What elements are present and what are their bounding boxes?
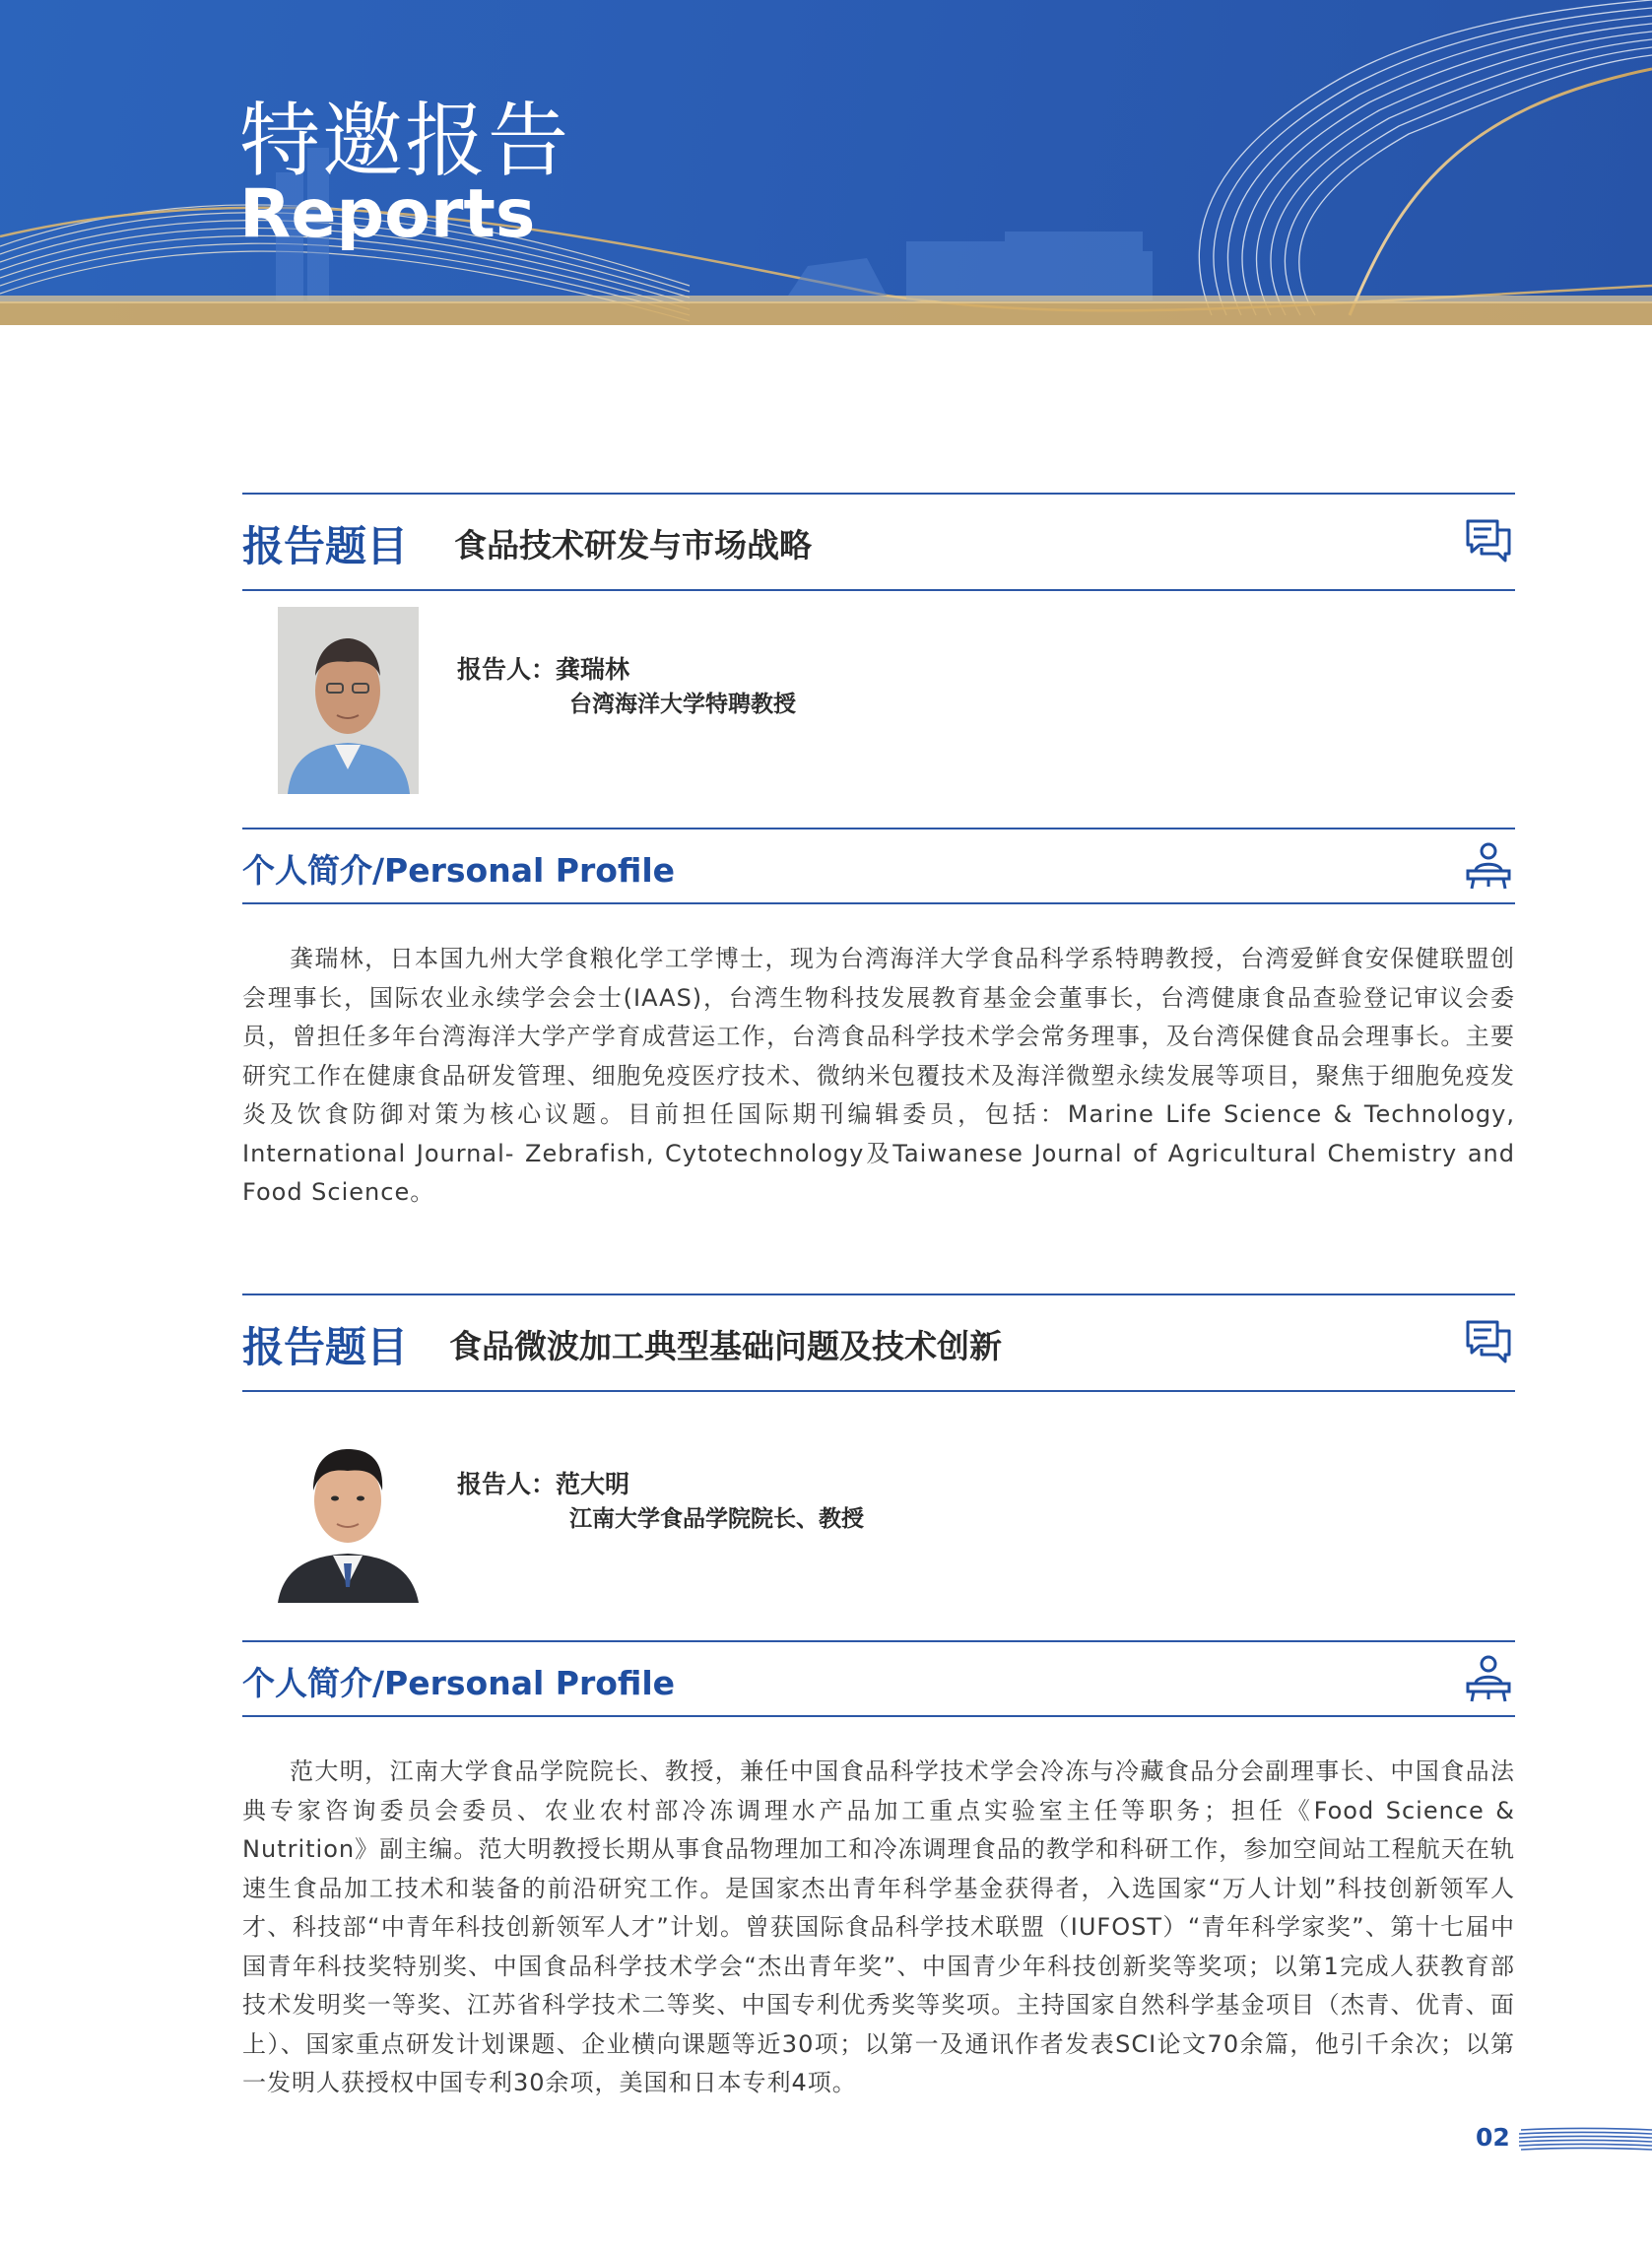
report-section-2 (242, 1293, 1515, 2103)
report-title-row (242, 1293, 1515, 1392)
profile-label: 个人简介/Personal Profile (242, 851, 676, 890)
report-title-label: 报告题目 (242, 522, 409, 570)
speaker-label: 报告人： (457, 655, 557, 684)
report-section-1 (242, 493, 1515, 1213)
speaker-role: 台湾海洋大学特聘教授 (569, 692, 796, 717)
speaker-photo (278, 607, 419, 794)
speaker-block (242, 591, 1515, 828)
profile-text: 范大明，江南大学食品学院院长、教授，兼任中国食品科学技术学会冷冻与冷藏食品分会副理事长、中国食品法典专家咨询委员会委员、农业农村部冷冻调理水产品加工重点实验室主任等职务；担任《Food Science & Nutrition》副主编。范大明教授长期从事食品物理加工和冷冻调理食品的教学和科研工作，参加空间站工程航天在轨速生食品加工技术和装备的前沿研究工作。是国家杰出青年科学基金获得者，入选国家“万人计划”科技创新领军人才、科技部“中青年科技创新领军人才”计划。曾获国际食品科学技术联盟（IUFOST）“青年科学家奖”、第十七届中国青年科技奖特别奖、中国食品科学技术学会“杰出青年奖”、中国青少年科技创新奖等奖项；以第1完成人获教育部技术发明奖一等奖、江苏省科学技术二等奖、中国专利优秀奖等奖项。主持国家自然科学基金项目（杰青、优青、面上）、国家重点研发计划课题、企业横向课题等近30项；以第一及通讯作者发表SCI论文70余篇，他引千余次；以第一发明人获授权中国专利30余项，美国和日本专利4项。 (242, 1758, 1515, 2096)
profile-header (242, 1640, 1515, 1717)
page-title-en: Reports (239, 175, 536, 253)
report-title-row (242, 493, 1515, 591)
chat-bubbles-icon (1464, 1317, 1513, 1366)
speaker-line (457, 650, 629, 686)
speaker-photo (278, 1427, 419, 1615)
presenter-icon (1464, 1654, 1513, 1703)
speaker-line (457, 1465, 629, 1500)
presenter-icon (1464, 841, 1513, 891)
speaker-name: 龚瑞林 (556, 655, 630, 684)
report-title-label: 报告题目 (242, 1323, 409, 1371)
speaker-block (242, 1392, 1515, 1640)
speaker-label: 报告人： (457, 1470, 557, 1498)
profile-label: 个人简介/Personal Profile (242, 1664, 676, 1702)
speaker-name: 范大明 (556, 1470, 630, 1498)
report-title: 食品微波加工典型基础问题及技术创新 (449, 1327, 1002, 1365)
page-number-decoration (1517, 2126, 1652, 2154)
page-number: 02 (1476, 2123, 1510, 2152)
report-title: 食品技术研发与市场战略 (454, 526, 812, 564)
header-banner (0, 0, 1652, 325)
speaker-role: 江南大学食品学院院长、教授 (569, 1506, 864, 1532)
profile-text: 龚瑞林，日本国九州大学食粮化学工学博士，现为台湾海洋大学食品科学系特聘教授，台湾爱鲜食安保健联盟创会理事长，国际农业永续学会会士(IAAS)，台湾生物科技发展教育基金会董事长，台湾健康食品查验登记审议会委员，曾担任多年台湾海洋大学产学育成营运工作，台湾食品科学技术学会常务理事，及台湾保健食品会理事长。主要研究工作在健康食品研发管理、细胞免疫医疗技术、微纳米包覆技术及海洋微塑永续发展等项目，聚焦于细胞免疫发炎及饮食防御对策为核心议题。目前担任国际期刊编辑委员，包括：Marine Life Science & Technology, International Journal- Zebrafish, Cytotechnology及Taiwanese Journal of Agricultural Chemistry and Food Science。 (242, 945, 1515, 1206)
profile-header (242, 828, 1515, 904)
chat-bubbles-icon (1464, 516, 1513, 565)
page-title-zh: 特邀报告 (239, 95, 571, 188)
